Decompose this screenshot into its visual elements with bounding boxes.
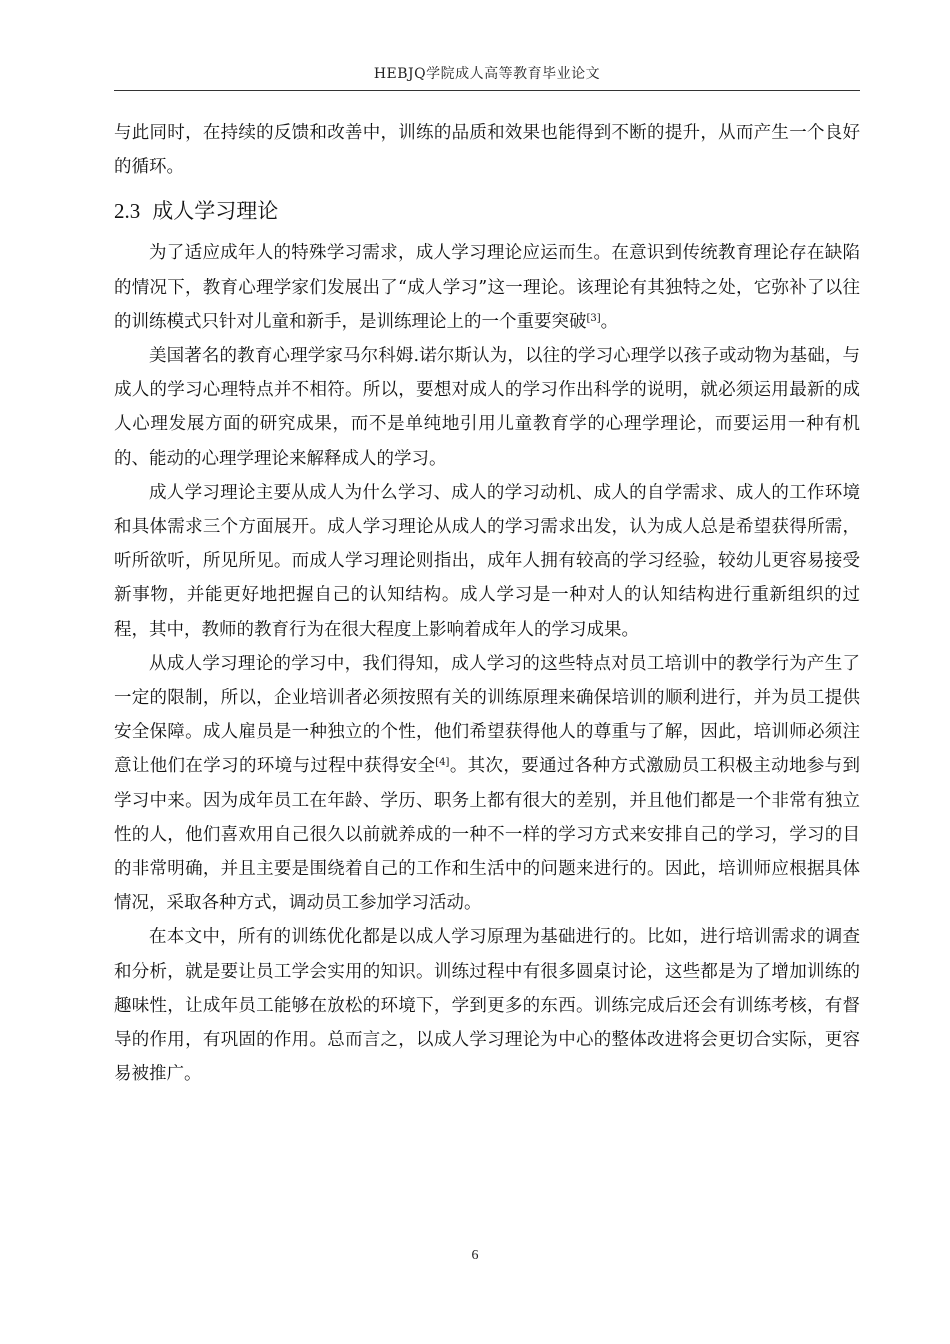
section-heading bbox=[114, 196, 860, 226]
citation-4: [4] bbox=[435, 757, 450, 769]
paragraph-1-end: 。 bbox=[600, 311, 619, 332]
paragraph-1-text: 为了适应成年人的特殊学习需求，成人学习理论应运而生。在意识到传统教育理论存在缺陷的情况下，教育心理学家们发展出了“成人学习”这一理论。该理论有其独特之处，它弥补了以往的训练模式只针对儿童和新手，是训练理论上的一个重要突破 bbox=[114, 243, 860, 332]
header-divider bbox=[114, 90, 860, 91]
paragraph-1 bbox=[114, 236, 860, 339]
section-number: 2.3 bbox=[114, 199, 141, 224]
paragraph-4-text-before: 从成人学习理论的学习中，我们得知，成人学习的这些特点对员工培训中的教学行为产生了一定的限制，所以，企业培训者必须按照有关的训练原理来确保培训的顺利进行，并为员工提供安全保障。成人雇员是一种独立的个性，他们希望获得他人的尊重与了解，因此，培训师必须注意让他们在学习的环境与过程中获得安全 bbox=[114, 653, 860, 777]
paragraph-3: 成人学习理论主要从成人为什么学习、成人的学习动机、成人的自学需求、成人的工作环境和具体需求三个方面展开。成人学习理论从成人的学习需求出发，认为成人总是希望获得所需，听所欲听，所见所见。而成人学习理论则指出，成年人拥有较高的学习经验，较幼儿更容易接受新事物，并能更好地把握自己的认知结构。成人学习是一种对人的认知结构进行重新组织的过程，其中，教师的教育行为在很大程度上影响着成年人的学习成果。 bbox=[114, 482, 860, 640]
page-header: HEBJQ学院成人高等教育毕业论文 bbox=[373, 66, 601, 82]
paragraph-4-text-after: 。其次，要通过各种方式激励员工积极主动地参与到学习中来。因为成年员工在年龄、学历、职务上都有很大的差别，并且他们都是一个非常有独立性的人，他们喜欢用自己很久以前就养成的一种不一样的学习方式来安排自己的学习，学习的目的非常明确，并且主要是围绕着自己的工作和生活中的问题来进行的。因此，培训师应根据具体情况，采取各种方式，调动员工参加学习活动。 bbox=[114, 756, 861, 914]
paragraph-4 bbox=[114, 647, 860, 921]
section-title: 成人学习理论 bbox=[152, 199, 279, 224]
paragraph-2: 美国著名的教育心理学家马尔科姆.诺尔斯认为，以往的学习心理学以孩子或动物为基础，与成人的学习心理特点并不相符。所以，要想对成人的学习作出科学的说明，就必须运用最新的成人心理发展方面的研究成果，而不是单纯地引用儿童教育学的心理学理论，而要运用一种有机的、能动的心理学理论来解释成人的学习。 bbox=[114, 346, 860, 469]
body-text bbox=[114, 116, 860, 1091]
paragraph-5: 在本文中，所有的训练优化都是以成人学习原理为基础进行的。比如，进行培训需求的调查和分析，就是要让员工学会实用的知识。训练过程中有很多圆桌讨论，这些都是为了增加训练的趣味性，让成年员工能够在放松的环境下，学到更多的东西。训练完成后还会有训练考核，有督导的作用，有巩固的作用。总而言之，以成人学习理论为中心的整体改进将会更切合实际，更容易被推广。 bbox=[114, 927, 860, 1085]
page-number: 6 bbox=[471, 1248, 479, 1263]
citation-3: [3] bbox=[586, 312, 601, 324]
continuation-paragraph: 与此同时，在持续的反馈和改善中，训练的品质和效果也能得到不断的提升，从而产生一个良好的循环。 bbox=[114, 123, 860, 178]
